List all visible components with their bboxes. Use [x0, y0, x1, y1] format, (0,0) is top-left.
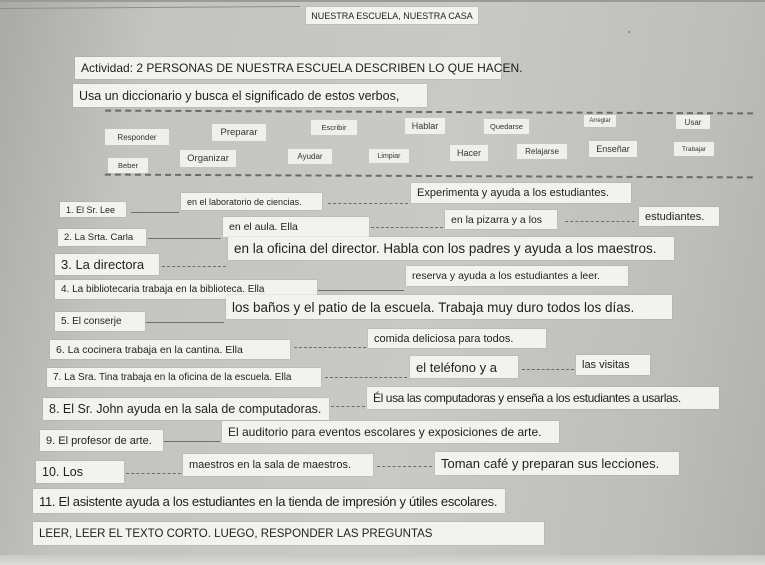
verb-organizar: Organizar: [180, 150, 236, 167]
answer-blank[interactable]: [148, 238, 221, 239]
verb-usar: Usar: [676, 115, 710, 129]
verb-ayudar: Ayudar: [288, 149, 332, 164]
sentence-1-end: Experimenta y ayuda a los estudiantes.: [411, 183, 631, 203]
sentence-8-end: Él usa las computadoras y enseña a los estudiantes a usarlas.: [367, 387, 719, 409]
verb-hablar: Hablar: [405, 118, 445, 134]
activity-instruction: Usa un diccionario y busca el significado de estos verbos,: [73, 84, 427, 107]
answer-blank[interactable]: [131, 212, 179, 213]
verb-hacer: Hacer: [450, 145, 488, 161]
verb-preparar: Preparar: [212, 124, 266, 141]
answer-blank[interactable]: [126, 473, 181, 474]
sentence-9-end: El auditorio para eventos escolares y exposiciones de arte.: [222, 421, 559, 443]
sentence-10-mid: maestros en la sala de maestros.: [183, 454, 373, 476]
sentence-6-end: comida deliciosa para todos.: [368, 329, 546, 348]
answer-blank[interactable]: [146, 322, 224, 323]
answer-blank[interactable]: [331, 406, 365, 407]
sentence-7-mid: el teléfono y a: [410, 356, 518, 378]
sentence-4-start: 4. La bibliotecaria trabaja en la biblioteca. Ella: [55, 280, 317, 299]
sentence-5-start: 5. El conserje: [55, 312, 145, 331]
answer-blank[interactable]: [162, 266, 226, 267]
sentence-4-end: reserva y ayuda a los estudiantes a leer.: [406, 266, 628, 286]
answer-blank[interactable]: [164, 441, 220, 442]
page-bottom-edge: [0, 555, 765, 565]
reading-instruction: LEER, LEER EL TEXTO CORTO. LUEGO, RESPONDER LAS PREGUNTAS: [33, 522, 544, 545]
sentence-2-end: estudiantes.: [639, 207, 719, 226]
answer-blank[interactable]: [318, 290, 404, 291]
verb-limpiar: Limpiar: [369, 149, 409, 163]
answer-blank[interactable]: [377, 466, 432, 467]
sentence-2-mid: en el aula. Ella: [223, 217, 369, 237]
sentence-5-end: los baños y el patio de la escuela. Trabaja muy duro todos los días.: [226, 295, 672, 319]
verb-responder: Responder: [105, 129, 169, 145]
sentence-3-start: 3. La directora: [55, 254, 159, 275]
sentence-2-mid2: en la pizarra y a los: [445, 210, 557, 229]
sentence-1-start: 1. El Sr. Lee: [60, 202, 126, 217]
verb-quedarse: Quedarse: [484, 119, 529, 134]
answer-blank[interactable]: [565, 221, 635, 222]
verb-ensenar: Enseñar: [589, 141, 637, 157]
sentence-6-start: 6. La cocinera trabaja en la cantina. Ella: [50, 340, 290, 359]
verb-beber: Beber: [108, 158, 148, 173]
photo-edge: [0, 0, 765, 2]
sentence-11: 11. El asistente ayuda a los estudiantes en la tienda de impresión y útiles escolares.: [33, 489, 505, 513]
activity-title: Actividad: 2 PERSONAS DE NUESTRA ESCUELA DESCRIBEN LO QUE HACEN.: [75, 57, 501, 79]
verb-arreglar: Arreglar: [584, 115, 616, 127]
answer-blank[interactable]: [522, 369, 574, 370]
answer-blank[interactable]: [294, 347, 366, 348]
verb-trabajar: Trabajar: [674, 142, 714, 156]
sentence-7-start: 7. La Sra. Tina trabaja en la oficina de la escuela. Ella: [47, 368, 321, 387]
answer-blank[interactable]: [328, 203, 408, 204]
paper-speck: [628, 31, 630, 33]
sentence-8-start: 8. El Sr. John ayuda en la sala de computadoras.: [43, 398, 329, 420]
sentence-10-start: 10. Los: [36, 461, 124, 483]
sentence-3-end: en la oficina del director. Habla con los padres y ayuda a los maestros.: [228, 237, 674, 260]
verb-escribir: Escribir: [311, 120, 357, 135]
sentence-1-mid: en el laboratorio de ciencias.: [181, 193, 322, 210]
answer-blank[interactable]: [371, 227, 443, 228]
sentence-2-start: 2. La Srta. Carla: [58, 229, 146, 246]
sentence-10-end: Toman café y preparan sus lecciones.: [435, 452, 679, 475]
worksheet-title: NUESTRA ESCUELA, NUESTRA CASA: [306, 7, 478, 24]
sentence-9-start: 9. El profesor de arte.: [40, 430, 163, 451]
verb-relajarse: Relajarse: [517, 144, 567, 159]
sentence-7-end: las visitas: [576, 355, 650, 375]
answer-blank[interactable]: [325, 377, 407, 378]
